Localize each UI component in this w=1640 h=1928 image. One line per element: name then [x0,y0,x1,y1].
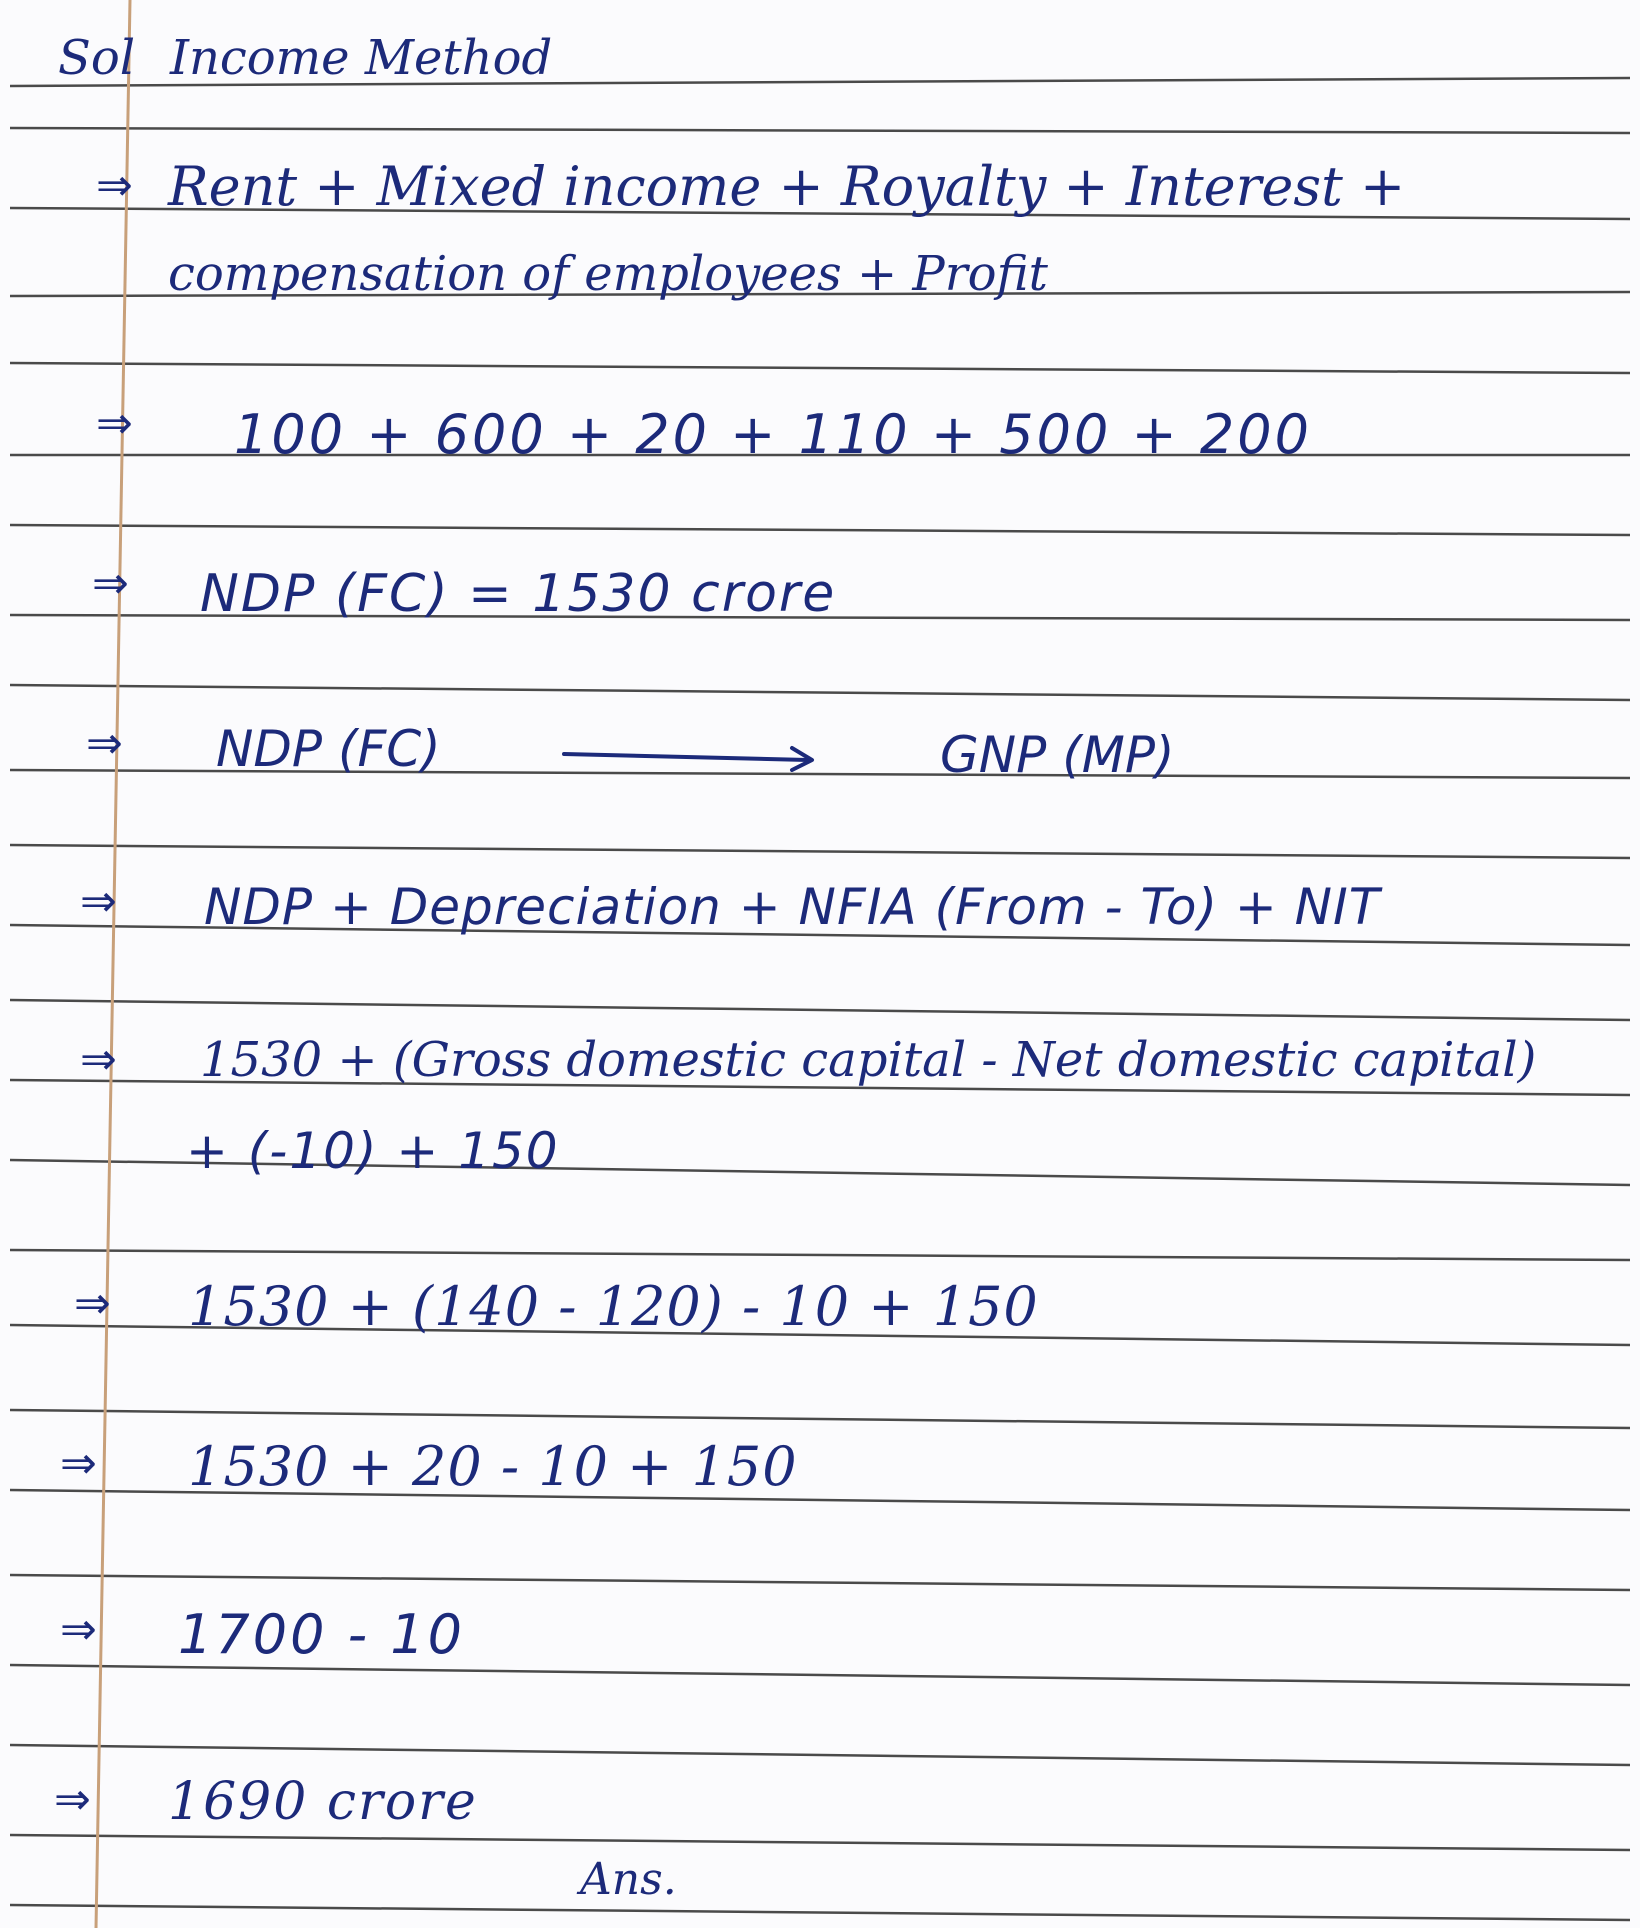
implies-arrow-icon: ⇒ [80,876,117,927]
answer-label: Ans. [580,1854,677,1905]
implies-arrow-icon: ⇒ [54,1774,91,1825]
implies-arrow-icon: ⇒ [96,160,133,211]
implies-arrow-icon: ⇒ [86,718,123,769]
implies-arrow-icon: ⇒ [80,1034,117,1085]
implies-arrow-icon: ⇒ [96,398,133,449]
step-1-line-1: Rent + Mixed income + Royalty + Interest + [168,155,1406,218]
sol-label: Sol [58,30,136,86]
step-4-to: GNP (MP) [940,726,1175,784]
step-9-line: 1700 - 10 [178,1603,465,1666]
step-6-line-1: 1530 + (Gross domestic capital - Net domestic capital) [200,1032,1537,1088]
step-6-line-2: + (-10) + 150 [186,1122,560,1180]
step-2-line: 100 + 600 + 20 + 110 + 500 + 200 [234,403,1312,466]
step-4-from: NDP (FC) [216,720,441,778]
step-8-line: 1530 + 20 - 10 + 150 [188,1435,798,1498]
margin-line [96,0,130,1928]
final-result: 1690 crore [168,1772,478,1832]
step-1-line-2: compensation of employees + Profit [168,246,1048,302]
long-right-arrow-icon [560,742,820,772]
implies-arrow-icon: ⇒ [74,1278,111,1329]
page-title: Income Method [170,30,553,86]
step-3-line: NDP (FC) = 1530 crore [200,564,837,624]
step-5-line: NDP + Depreciation + NFIA (From - To) + NIT [204,878,1381,936]
step-7-line: 1530 + (140 - 120) - 10 + 150 [188,1275,1039,1338]
implies-arrow-icon: ⇒ [92,558,129,609]
implies-arrow-icon: ⇒ [60,1604,97,1655]
implies-arrow-icon: ⇒ [60,1438,97,1489]
